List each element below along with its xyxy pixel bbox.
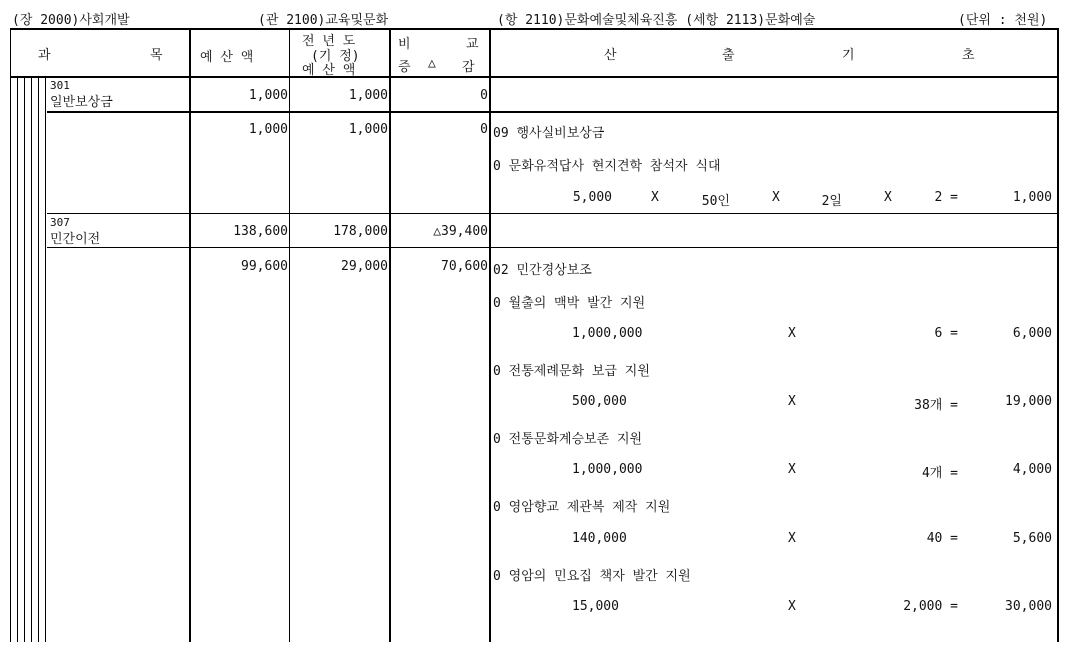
header-basis-2: 출 <box>722 48 735 63</box>
calc-unit-price: 500,000 <box>572 394 627 409</box>
detail-item-label: 0 전통문화계승보존 지원 <box>493 432 643 447</box>
calc-total: 4,000 <box>1012 462 1052 477</box>
header-compare-b: 교 <box>466 37 479 52</box>
detail-item-label: 0 영암향교 제관복 제작 지원 <box>493 500 671 515</box>
calc-unit-price: 5,000 <box>572 190 612 205</box>
header-compare-a: 비 <box>398 37 411 52</box>
prev-amount: 1,000 <box>348 88 388 103</box>
calc-total: 6,000 <box>1012 326 1052 341</box>
calc-count: 38개 = <box>914 398 958 413</box>
header-budget: 예 산 액 <box>200 50 254 65</box>
account-code: 301 <box>50 79 70 92</box>
right-border <box>1057 28 1059 642</box>
table-top-border <box>10 28 1059 30</box>
calc-times: X <box>884 190 892 205</box>
header-increase: 증 <box>398 60 411 75</box>
row-divider <box>47 247 1059 248</box>
calc-times: X <box>788 599 796 614</box>
row-divider <box>47 213 1059 214</box>
detail-title: 02 민간경상보조 <box>493 263 592 278</box>
header-gwa: 과 <box>38 48 51 63</box>
budget-amount: 138,600 <box>233 224 288 239</box>
header-decrease: 감 <box>462 60 475 75</box>
calc-times: X <box>788 326 796 341</box>
budget-amount: 1,000 <box>248 88 288 103</box>
prev-amount: 1,000 <box>348 122 388 137</box>
header-basis-4: 초 <box>962 48 975 63</box>
col-divider <box>489 28 491 642</box>
detail-item-label: 0 영암의 민요집 책자 발간 지원 <box>493 569 691 584</box>
calc-unit-price: 1,000,000 <box>572 326 643 341</box>
detail-item-label: 0 전통제례문화 보급 지원 <box>493 364 650 379</box>
col-divider <box>289 28 290 642</box>
hang-label: (항 2110)문화예술및체육진흥 (세항 2113)문화예술 <box>497 13 816 28</box>
col-divider <box>189 28 191 642</box>
jang-label: (장 2000)사회개발 <box>12 13 130 28</box>
detail-item-label: 0 월출의 맥박 발간 지원 <box>493 296 646 311</box>
calc-count: 40 = <box>926 531 958 546</box>
budget-amount: 99,600 <box>241 259 288 274</box>
calc-times: X <box>788 531 796 546</box>
calc-times: X <box>772 190 780 205</box>
tree-line <box>17 77 18 642</box>
header-basis-1: 산 <box>604 48 617 63</box>
calc-persons: 50인 <box>701 194 730 209</box>
row-divider <box>47 111 1059 113</box>
diff-amount: △39,400 <box>433 224 488 239</box>
calc-count: 2,000 = <box>903 599 958 614</box>
calc-times: X <box>788 394 796 409</box>
calc-unit-price: 15,000 <box>572 599 619 614</box>
account-code: 307 <box>50 216 70 229</box>
tree-line <box>24 77 25 642</box>
header-mok: 목 <box>150 48 163 63</box>
diff-amount: 0 <box>480 88 488 103</box>
diff-amount: 0 <box>480 122 488 137</box>
header-prev-line2: (기 정) <box>311 49 360 64</box>
unit-label: (단위 : 천원) <box>958 13 1048 28</box>
calc-days: 2일 <box>821 194 842 209</box>
tree-line <box>31 77 32 642</box>
detail-title: 09 행사실비보상금 <box>493 126 605 141</box>
tree-line <box>38 77 39 642</box>
header-prev-line3: 예 산 액 <box>302 63 356 78</box>
prev-amount: 178,000 <box>333 224 388 239</box>
calc-total: 5,600 <box>1012 531 1052 546</box>
diff-amount: 70,600 <box>441 259 488 274</box>
tree-line <box>45 77 46 642</box>
account-name: 일반보상금 <box>50 95 113 110</box>
left-border <box>10 28 11 642</box>
header-prev-line1: 전 년 도 <box>302 34 356 49</box>
calc-times: X <box>788 462 796 477</box>
header-basis-3: 기 <box>842 48 855 63</box>
account-name: 민간이전 <box>50 232 101 247</box>
calc-total: 1,000 <box>1012 190 1052 205</box>
budget-amount: 1,000 <box>248 122 288 137</box>
calc-unit-price: 1,000,000 <box>572 462 643 477</box>
calc-count: 6 = <box>934 326 958 341</box>
header-bottom-border <box>10 76 1059 78</box>
prev-amount: 29,000 <box>341 259 388 274</box>
calc-total: 30,000 <box>1005 599 1052 614</box>
calc-total: 19,000 <box>1005 394 1052 409</box>
calc-unit-price: 140,000 <box>572 531 627 546</box>
col-divider <box>389 28 391 642</box>
detail-item-label: 0 문화유적답사 현지견학 참석자 식대 <box>493 159 721 174</box>
gwan-label: (관 2100)교육및문화 <box>258 13 389 28</box>
header-delta-symbol: △ <box>428 56 436 71</box>
calc-count: 2 = <box>934 190 958 205</box>
calc-times: X <box>651 190 659 205</box>
calc-count: 4개 = <box>921 466 958 481</box>
